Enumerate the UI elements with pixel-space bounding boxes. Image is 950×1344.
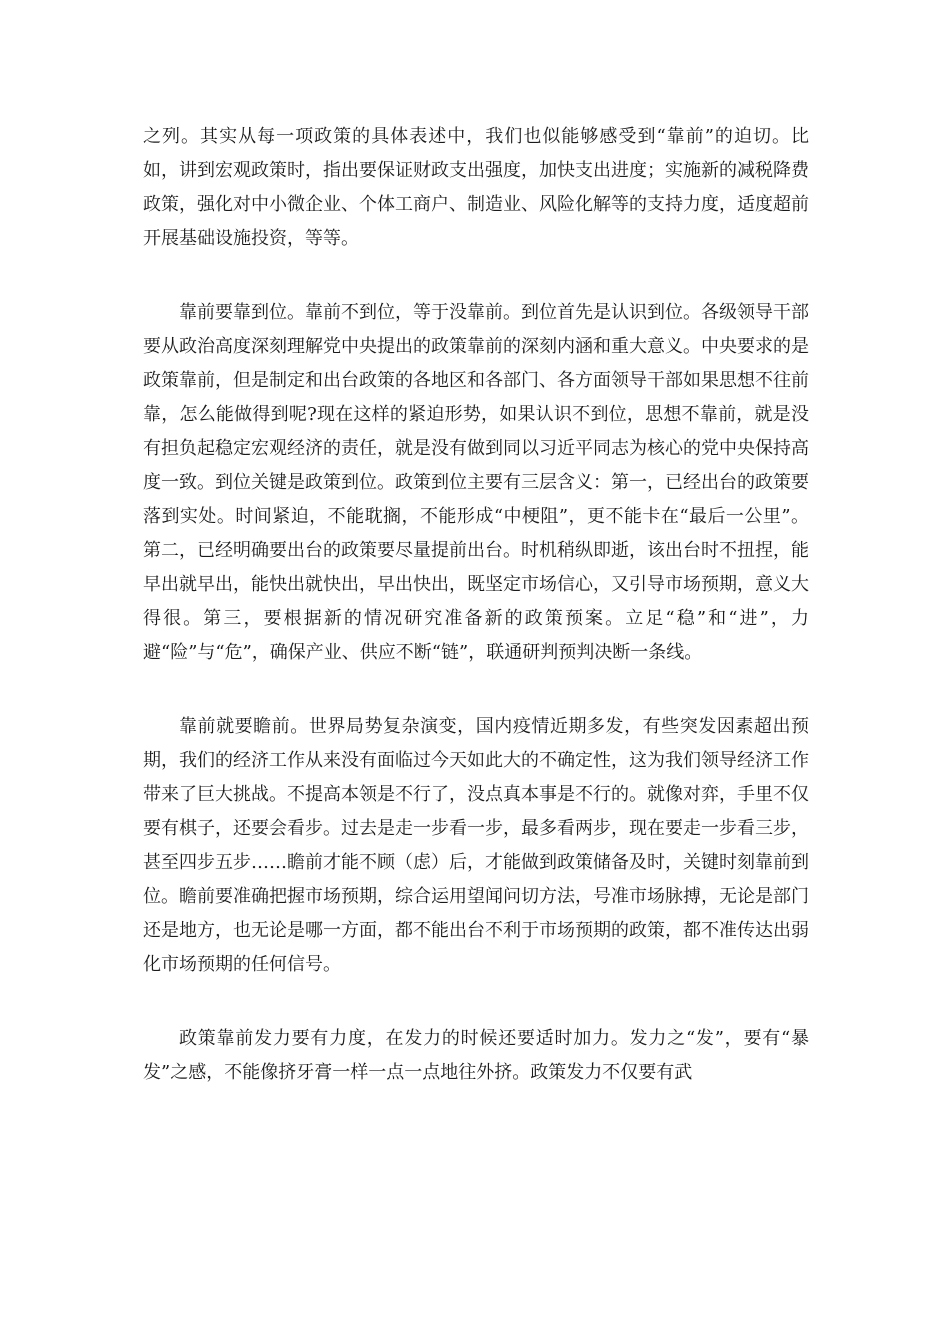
paragraph-kaoqian-daowei: 靠前要靠到位。靠前不到位，等于没靠前。到位首先是认识到位。各级领导干部要从政治高度深刻理解党中央提出的政策靠前的深刻内涵和重大意义。中央要求的是政策靠前，但是制定和出台政策的各地区和各部门、各方面领导干部如果思想不往前靠，怎么能做得到呢?现在这样的紧迫形势，如果认识不到位，思想不靠前，就是没有担负起稳定宏观经济的责任，就是没有做到同以习近平同志为核心的党中央保持高度一致。到位关键是政策到位。政策到位主要有三层含义：第一，已经出台的政策要落到实处。时间紧迫，不能耽搁，不能形成“中梗阻”，更不能卡在“最后一公里”。第二，已经明确要出台的政策要尽量提前出台。时机稍纵即逝，该出台时不扭捏，能早出就早出，能快出就快出，早出快出，既坚定市场信心，又引导市场预期，意义大得很。第三，要根据新的情况研究准备新的政策预案。立足“稳”和“进”，力避“险”与“危”，确保产业、供应不断“链”，联通研判预判决断一条线。 bbox=[143, 302, 809, 663]
paragraph-zhengce-fali: 政策靠前发力要有力度，在发力的时候还要适时加力。发力之“发”，要有“暴发”之感，不能像挤牙膏一样一点一点地往外挤。政策发力不仅要有武 bbox=[143, 1028, 809, 1083]
paragraph-continuation: 之列。其实从每一项政策的具体表述中，我们也似能够感受到“靠前”的迫切。比如，讲到宏观政策时，指出要保证财政支出强度，加快支出进度；实施新的减税降费政策，强化对中小微企业、个体工商户、制造业、风险化解等的支持力度，适度超前开展基础设施投资，等等。 bbox=[143, 126, 809, 249]
paragraph-kaoqian-zhanqian: 靠前就要瞻前。世界局势复杂演变，国内疫情近期多发，有些突发因素超出预期，我们的经济工作从来没有面临过今天如此大的不确定性，这为我们领导经济工作带来了巨大挑战。不提高本领是不行了，没点真本事是不行的。就像对弈，手里不仅要有棋子，还要会看步。过去是走一步看一步，最多看两步，现在要走一步看三步，甚至四步五步……瞻前才能不顾（虑）后，才能做到政策储备及时，关键时刻靠前到位。瞻前要准确把握市场预期，综合运用望闻问切方法，号准市场脉搏，无论是部门还是地方，也无论是哪一方面，都不能出台不利于市场预期的政策，都不准传达出弱化市场预期的任何信号。 bbox=[143, 716, 809, 975]
document-body bbox=[143, 120, 809, 1090]
